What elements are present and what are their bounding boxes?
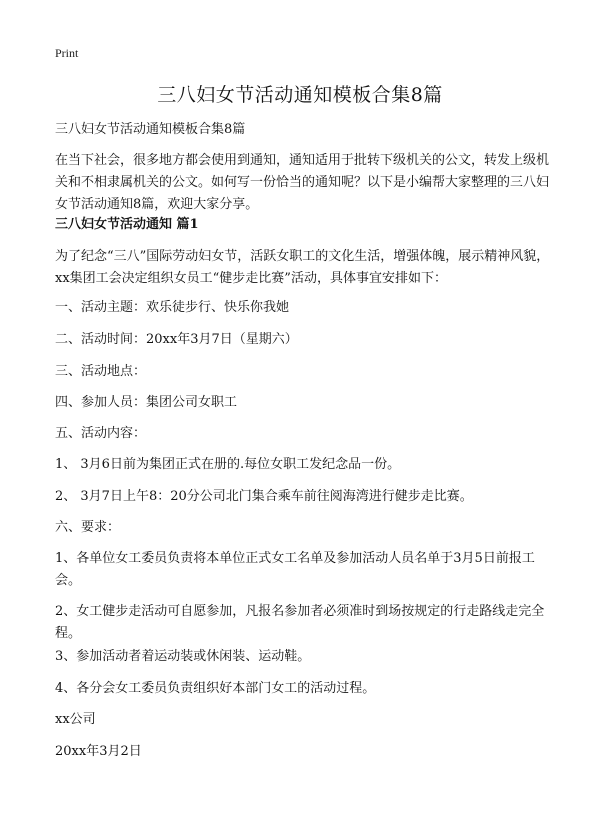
requirement-item-1: 1、各单位女工委员负责将本单位正式女工名单及参加活动人员名单于3月5日前报工会。 [55, 551, 535, 588]
print-link[interactable]: Print [55, 46, 79, 60]
intro-paragraph: 在当下社会，很多地方都会使用到通知，通知适用于批转下级机关的公文，转发上级机关和不相隶属机关的公文。如何写一份恰当的通知呢？以下是小编帮大家整理的三八妇女节活动通知8篇，欢迎大家分享。 [55, 153, 550, 212]
activity-location: 三、活动地点： [55, 364, 147, 379]
requirement-item-2: 2、女工健步走活动可自愿参加，凡报名参加者必须准时到场按规定的行走路线走完全程。 [55, 604, 545, 641]
content-item-1: 1、 3月6日前为集团正式在册的.每位女职工发纪念品一份。 [55, 457, 401, 472]
document-title: 三八妇女节活动通知模板合集8篇 [157, 84, 443, 106]
purpose-paragraph: 为了纪念“三八”国际劳动妇女节，活跃女职工的文化生活，增强体魄，展示精神风貌，xx集团工会决定组织女员工“健步走比赛”活动，具体事宜安排如下： [55, 249, 550, 286]
content-item-2: 2、 3月7日上午8：20分公司北门集合乘车前往阅海湾进行健步走比赛。 [55, 489, 473, 504]
section-heading: 三八妇女节活动通知 篇1 [55, 217, 199, 232]
activity-time: 二、活动时间：20xx年3月7日（星期六） [55, 332, 298, 347]
requirements-heading: 六、要求： [55, 520, 121, 535]
activity-content-heading: 五、活动内容： [55, 426, 147, 441]
requirement-item-4: 4、各分会女工委员负责组织好本部门女工的活动过程。 [55, 681, 376, 696]
activity-participants: 四、参加人员：集团公司女职工 [55, 395, 238, 410]
activity-theme: 一、活动主题：欢乐徒步行、快乐你我她 [55, 300, 290, 315]
document-date: 20xx年3月2日 [55, 744, 142, 759]
company-signature: xx公司 [55, 712, 96, 727]
document-subtitle: 三八妇女节活动通知模板合集8篇 [55, 122, 246, 137]
requirement-item-3: 3、参加活动者着运动装或休闲装、运动鞋。 [55, 649, 311, 664]
